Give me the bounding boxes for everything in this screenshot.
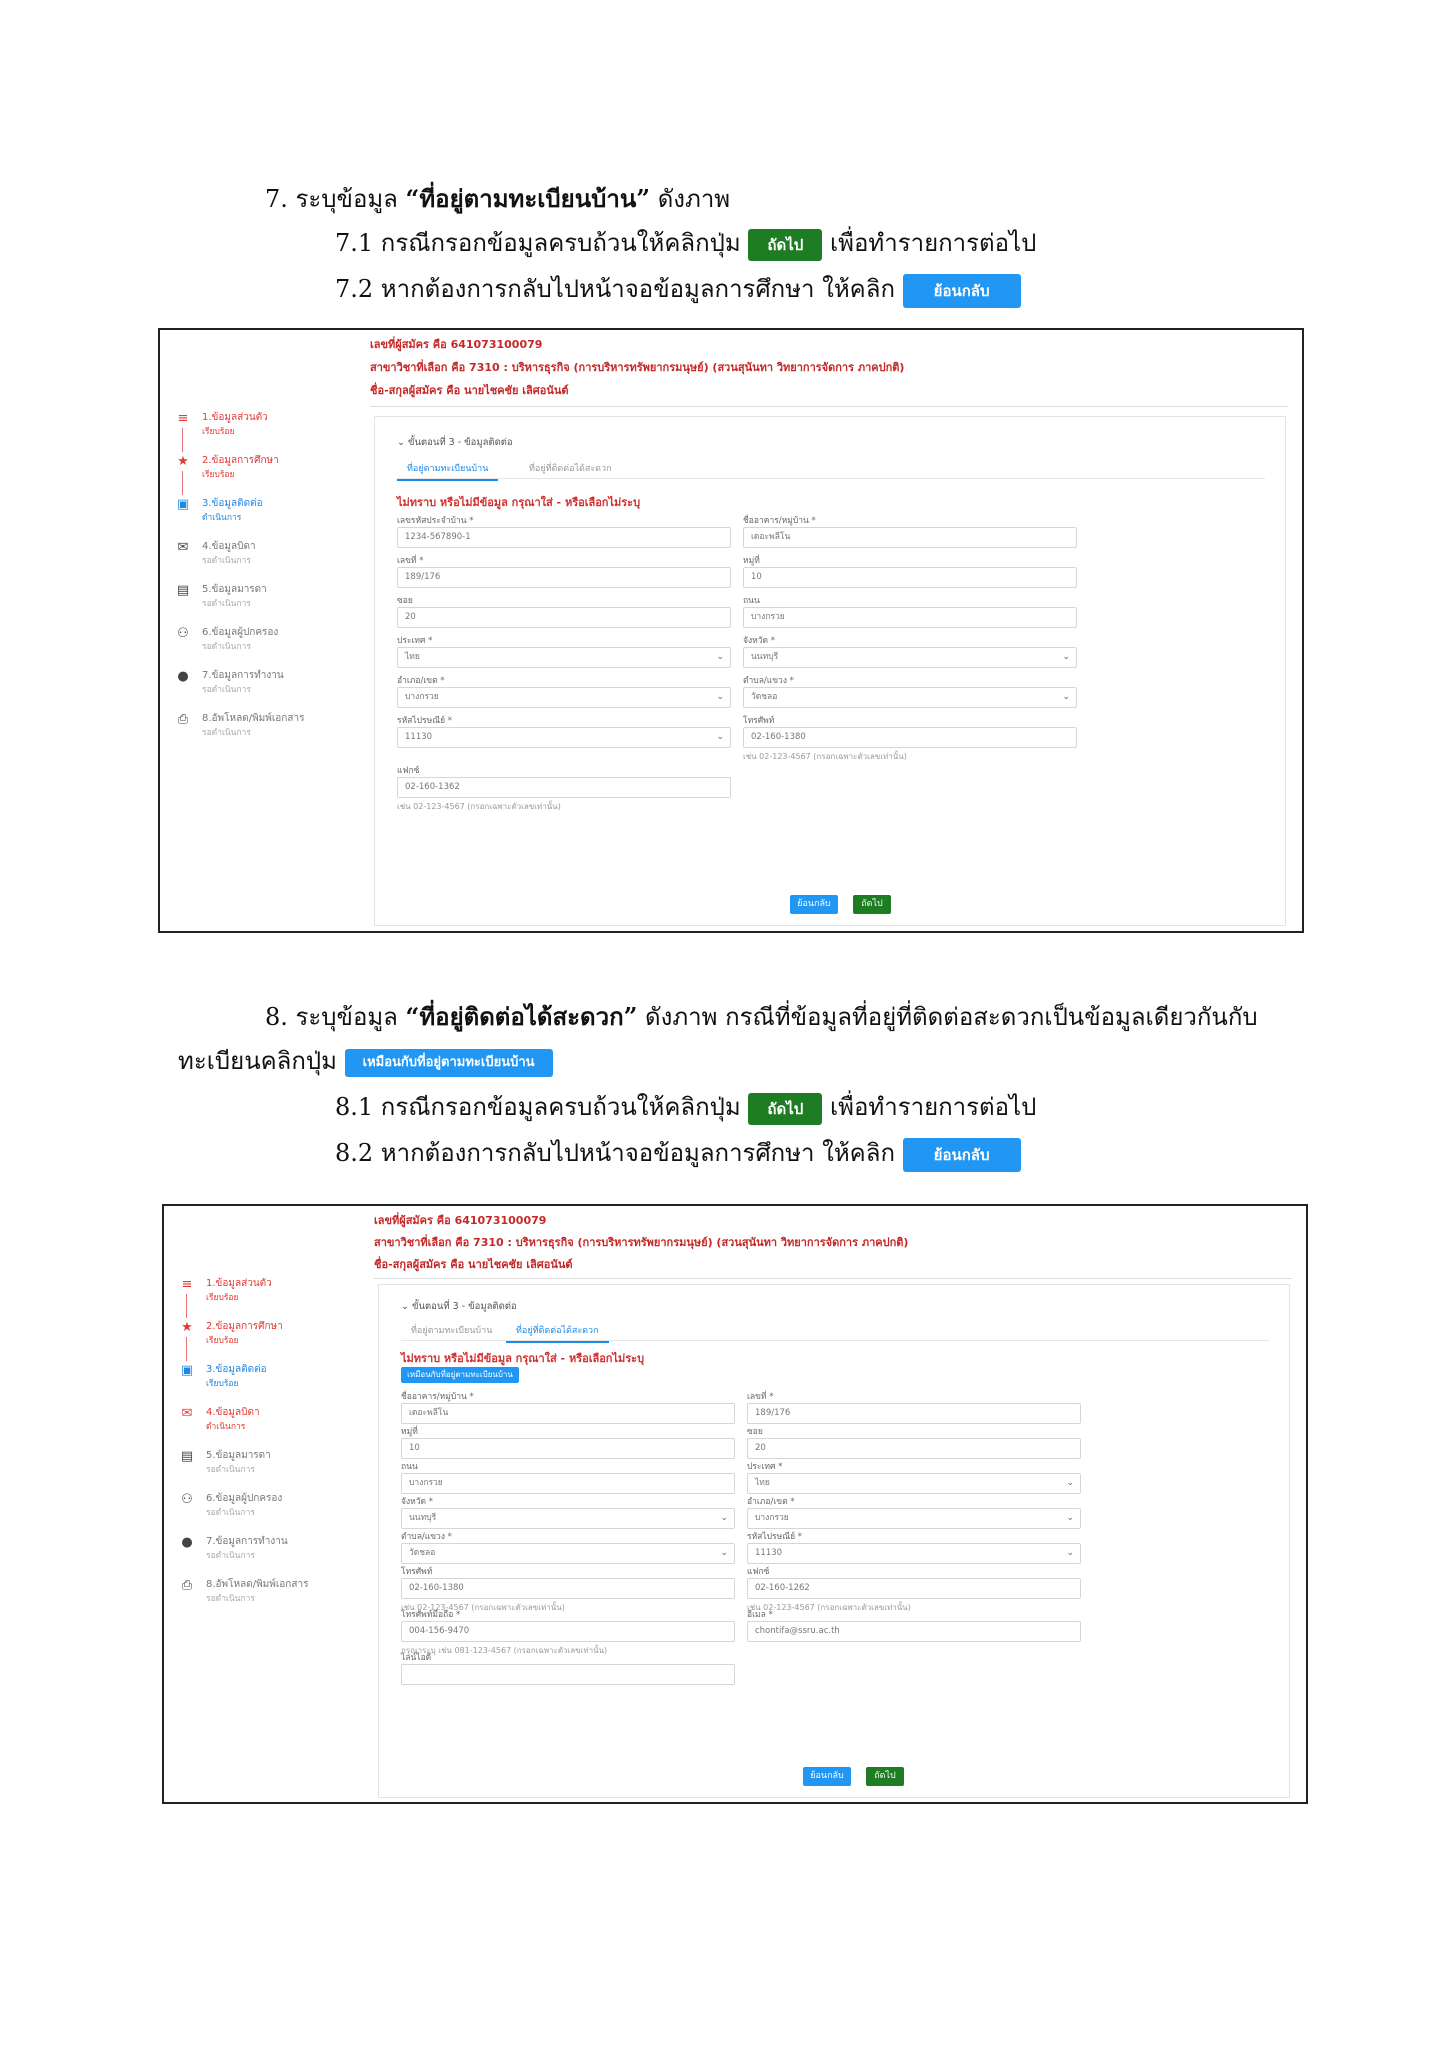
field-label: โทรศัพท์มือถือ * (401, 1610, 461, 1620)
step-title-text: ขั้นตอนที่ 3 - ข้อมูลติดต่อ (407, 437, 513, 448)
field-label: จังหวัด * (401, 1497, 433, 1507)
field-label: โทรศัพท์ (401, 1567, 433, 1577)
step-8-icon: ⎙ (177, 712, 189, 727)
progress-sidebar (176, 410, 376, 754)
chevron-down-icon: ⌄ (1062, 652, 1070, 662)
field-label: อำเภอ/เขต * (397, 676, 445, 686)
field-label: เลขที่ * (747, 1392, 774, 1402)
field-label: ซอย (747, 1427, 763, 1437)
field-hint: เช่น 02-123-4567 (กรอกเฉพาะตัวเลขเท่านั้น) (747, 1603, 911, 1612)
chevron-down-icon: ⌄ (1062, 692, 1070, 702)
sidebar-item-7[interactable] (180, 1534, 380, 1577)
section8-heading (265, 1000, 1258, 1034)
section8-item2-pre: 8.2 หากต้องการกลับไปหน้าจอข้อมูลการศึกษา ให้คลิก (335, 1139, 895, 1167)
section8-item1-post: เพื่อทำรายการต่อไป (829, 1093, 1037, 1121)
field-label: ตำบล/แขวง * (743, 676, 794, 686)
contact-form-panel (378, 1284, 1290, 1798)
field-value: นนทบุรี (409, 1513, 437, 1523)
step-5-icon: ▤ (176, 583, 190, 598)
form-warning: ไม่ทราบ หรือไม่มีข้อมูล กรุณาใส่ - หรือเลือกไม่ระบุ (401, 1352, 645, 1365)
field-value: นนทบุรี (751, 652, 779, 662)
field-label: หมู่ที่ (401, 1427, 418, 1437)
screenshot-contact-address (162, 1204, 1308, 1804)
sidebar-item-label: 3.ข้อมูลติดต่อ (202, 498, 263, 509)
form-field (743, 553, 1077, 588)
step-3-icon: ▣ (176, 497, 190, 512)
step-7-icon: ● (177, 669, 189, 684)
section7-heading-pre: 7. ระบุข้อมูล (265, 185, 406, 213)
field-label: รหัสไปรษณีย์ * (747, 1532, 803, 1542)
applicant-id: เลขที่ผู้สมัคร คือ 641073100079 (370, 338, 543, 351)
form-field (747, 1529, 1081, 1564)
section8-item1 (335, 1090, 1036, 1125)
chevron-down-icon: ⌄ (716, 732, 724, 742)
field-input[interactable] (397, 607, 731, 628)
back-button[interactable]: ย้อนกลับ (803, 1767, 851, 1786)
sidebar-item-label: 3.ข้อมูลติดต่อ (206, 1364, 267, 1375)
field-value: 004-156-9470 (409, 1626, 470, 1636)
field-value: 02-160-1380 (751, 732, 806, 742)
field-label: ชื่ออาคาร/หมู่บ้าน * (743, 516, 816, 526)
header-divider (374, 1278, 1292, 1279)
section8-heading-line2-text: ทะเบียนคลิกปุ่ม (178, 1047, 337, 1075)
form-warning: ไม่ทราบ หรือไม่มีข้อมูล กรุณาใส่ - หรือเลือกไม่ระบุ (397, 496, 641, 509)
sidebar-item-status: ดำเนินการ (206, 1422, 246, 1432)
field-value: chontifa@ssru.ac.th (755, 1626, 840, 1636)
section7-item1 (335, 226, 1036, 261)
field-value: เดอะพลีโน (751, 532, 791, 542)
back-button-illustration-2: ย้อนกลับ (903, 1138, 1021, 1172)
step-2-icon: ★ (177, 454, 189, 469)
section7-heading-bold: “ที่อยู่ตามทะเบียนบ้าน” (405, 184, 651, 213)
field-value: 02-160-1362 (405, 782, 460, 792)
field-select[interactable] (747, 1473, 1081, 1494)
field-label: ถนน (401, 1462, 418, 1472)
field-hint: เช่น 02-123-4567 (กรอกเฉพาะตัวเลขเท่านั้น) (397, 802, 561, 811)
field-input[interactable] (747, 1621, 1081, 1642)
sidebar-item-7[interactable] (176, 668, 376, 711)
sidebar-item-label: 2.ข้อมูลการศึกษา (202, 455, 279, 466)
form-field (397, 713, 731, 748)
sidebar-item-1[interactable] (180, 1276, 380, 1319)
applicant-major: สาขาวิชาที่เลือก คือ 7310 : บริหารธุรกิจ (การบริหารทรัพยากรมนุษย์) (สวนสุนันทา วิทยาการจัดการ ภาคปกติ) (374, 1236, 909, 1249)
field-value: ไทย (405, 652, 420, 662)
same-as-home-address-button[interactable]: เหมือนกับที่อยู่ตามทะเบียนบ้าน (401, 1367, 519, 1383)
field-select[interactable] (747, 1543, 1081, 1564)
sidebar-item-6[interactable] (180, 1491, 380, 1534)
header-divider (370, 406, 1288, 407)
form-field (397, 593, 731, 628)
field-input[interactable] (401, 1403, 735, 1424)
field-hint: เช่น 02-123-4567 (กรอกเฉพาะตัวเลขเท่านั้น) (401, 1603, 565, 1612)
field-select[interactable] (401, 1543, 735, 1564)
chevron-down-icon: ⌄ (720, 1548, 728, 1558)
step-title-text: ขั้นตอนที่ 3 - ข้อมูลติดต่อ (411, 1301, 517, 1312)
sidebar-item-6[interactable] (176, 625, 376, 668)
applicant-major: สาขาวิชาที่เลือก คือ 7310 : บริหารธุรกิจ (การบริหารทรัพยากรมนุษย์) (สวนสุนันทา วิทยาการจัดการ ภาคปกติ) (370, 361, 905, 374)
sidebar-item-label: 5.ข้อมูลมารดา (206, 1450, 271, 1461)
field-input[interactable] (747, 1438, 1081, 1459)
progress-connector (182, 428, 183, 452)
field-input[interactable] (747, 1578, 1081, 1599)
field-value: 11130 (405, 732, 433, 742)
sidebar-item-status: เรียบร้อย (202, 427, 235, 437)
form-field (743, 593, 1077, 628)
sidebar-item-status: เรียบร้อย (206, 1379, 239, 1389)
sidebar-item-label: 7.ข้อมูลการทำงาน (202, 670, 284, 681)
field-value: 02-160-1380 (409, 1583, 464, 1593)
form-field (397, 673, 731, 708)
form-field (397, 553, 731, 588)
field-value: 20 (755, 1443, 766, 1453)
back-button[interactable]: ย้อนกลับ (790, 895, 838, 914)
sidebar-item-label: 8.อัพโหลด/พิมพ์เอกสาร (206, 1579, 309, 1590)
tab-contact-address[interactable]: ที่อยู่ที่ติดต่อได้สะดวก (529, 464, 612, 474)
contact-form-panel (374, 416, 1286, 926)
field-value: วัดชลอ (751, 692, 778, 702)
progress-connector (186, 1337, 187, 1361)
form-field (401, 1424, 735, 1459)
step-4-icon: ✉ (181, 1406, 193, 1421)
form-field (401, 1529, 735, 1564)
sidebar-item-status: รอดำเนินการ (202, 685, 251, 695)
field-input[interactable] (397, 527, 731, 548)
progress-connector (182, 471, 183, 495)
sidebar-item-status: รอดำเนินการ (206, 1465, 255, 1475)
field-input[interactable] (743, 607, 1077, 628)
form-field (747, 1607, 1081, 1642)
sidebar-item-label: 7.ข้อมูลการทำงาน (206, 1536, 288, 1547)
chevron-down-icon: ⌄ (1066, 1513, 1074, 1523)
sidebar-item-4[interactable] (180, 1405, 380, 1448)
field-label: ชื่ออาคาร/หมู่บ้าน * (401, 1392, 474, 1402)
field-select[interactable] (743, 647, 1077, 668)
field-label: อำเภอ/เขต * (747, 1497, 795, 1507)
chevron-down-icon: ⌄ (716, 692, 724, 702)
sidebar-item-4[interactable] (176, 539, 376, 582)
section7-item1-pre: 7.1 กรณีกรอกข้อมูลครบถ้วนให้คลิกปุ่ม (335, 229, 741, 257)
chevron-down-icon: ⌄ (1066, 1478, 1074, 1488)
sidebar-item-status: เรียบร้อย (202, 470, 235, 480)
field-select[interactable] (397, 727, 731, 748)
step-2-icon: ★ (181, 1320, 193, 1335)
field-input[interactable] (743, 527, 1077, 548)
field-label: แฟกซ์ (747, 1567, 770, 1577)
same-address-button-illustration: เหมือนกับที่อยู่ตามทะเบียนบ้าน (345, 1049, 553, 1077)
sidebar-item-status: เรียบร้อย (206, 1336, 239, 1346)
form-field (743, 713, 1077, 763)
field-value: บางกรวย (409, 1478, 443, 1488)
field-label: เลขที่ * (397, 556, 424, 566)
section8-heading-line2 (178, 1044, 553, 1078)
step-6-icon: ⚇ (177, 626, 189, 641)
address-tabs (397, 457, 1265, 479)
section8-heading-pre: 8. ระบุข้อมูล (265, 1003, 406, 1031)
section7-item2-pre: 7.2 หากต้องการกลับไปหน้าจอข้อมูลการศึกษา ให้คลิก (335, 275, 895, 303)
field-value: 02-160-1262 (755, 1583, 810, 1593)
field-input[interactable] (401, 1438, 735, 1459)
sidebar-item-2[interactable] (176, 453, 376, 496)
sidebar-item-label: 6.ข้อมูลผู้ปกครอง (206, 1493, 283, 1504)
field-value: 1234-567890-1 (405, 532, 471, 542)
sidebar-item-status: รอดำเนินการ (202, 556, 251, 566)
step-1-icon: ≡ (181, 1277, 193, 1292)
sidebar-item-label: 1.ข้อมูลส่วนตัว (202, 412, 268, 423)
field-select[interactable] (401, 1508, 735, 1529)
sidebar-item-label: 4.ข้อมูลบิดา (206, 1407, 260, 1418)
sidebar-item-label: 2.ข้อมูลการศึกษา (206, 1321, 283, 1332)
screenshot-home-address (158, 328, 1304, 933)
step-4-icon: ✉ (177, 540, 189, 555)
field-value: บางกรวย (751, 612, 785, 622)
field-value: บางกรวย (405, 692, 439, 702)
field-value: 20 (405, 612, 416, 622)
form-field (743, 513, 1077, 548)
step-title[interactable]: ⌄ ขั้นตอนที่ 3 - ข้อมูลติดต่อ (397, 437, 513, 448)
sidebar-item-3[interactable] (176, 496, 376, 539)
field-hint: เช่น 02-123-4567 (กรอกเฉพาะตัวเลขเท่านั้น) (743, 752, 907, 761)
field-value: เดอะพลีโน (409, 1408, 449, 1418)
step-1-icon: ≡ (177, 411, 189, 426)
field-label: ประเทศ * (747, 1462, 783, 1472)
sidebar-item-status: รอดำเนินการ (206, 1594, 255, 1604)
section8-heading-post: ดังภาพ กรณีที่ข้อมูลที่อยู่ที่ติดต่อสะดวกเป็นข้อมูลเดียวกันกับ (637, 1003, 1258, 1031)
field-select[interactable] (397, 687, 731, 708)
field-input[interactable] (747, 1403, 1081, 1424)
field-label: ถนน (743, 596, 760, 606)
sidebar-item-status: รอดำเนินการ (202, 599, 251, 609)
field-input[interactable] (401, 1578, 735, 1599)
form-field (397, 633, 731, 668)
sidebar-item-status: รอดำเนินการ (202, 642, 251, 652)
tab-home-address[interactable]: ที่อยู่ตามทะเบียนบ้าน (411, 1326, 493, 1336)
next-button-illustration: ถัดไป (748, 229, 822, 261)
field-select[interactable] (397, 647, 731, 668)
chevron-down-icon: ⌄ (1066, 1548, 1074, 1558)
field-label: หมู่ที่ (743, 556, 760, 566)
field-select[interactable] (747, 1508, 1081, 1529)
field-select[interactable] (743, 687, 1077, 708)
applicant-name: ชื่อ-สกุลผู้สมัคร คือ นายไชคชัย เลิศอนันต์ (370, 384, 569, 397)
field-label: แฟกซ์ (397, 766, 420, 776)
applicant-id: เลขที่ผู้สมัคร คือ 641073100079 (374, 1214, 547, 1227)
form-field (743, 673, 1077, 708)
form-field (747, 1389, 1081, 1424)
sidebar-item-label: 8.อัพโหลด/พิมพ์เอกสาร (202, 713, 305, 724)
sidebar-item-label: 1.ข้อมูลส่วนตัว (206, 1278, 272, 1289)
sidebar-item-1[interactable] (176, 410, 376, 453)
applicant-name: ชื่อ-สกุลผู้สมัคร คือ นายไชคชัย เลิศอนันต์ (374, 1258, 573, 1271)
section8-item2 (335, 1136, 1021, 1172)
field-value: 189/176 (405, 572, 441, 582)
field-value: 10 (751, 572, 762, 582)
section8-heading-bold: “ที่อยู่ติดต่อได้สะดวก” (405, 1002, 638, 1031)
section7-heading-post: ดังภาพ (650, 185, 731, 213)
form-field (401, 1650, 735, 1685)
form-field (397, 513, 731, 548)
sidebar-item-8[interactable] (180, 1577, 380, 1620)
section7-item2 (335, 272, 1021, 308)
sidebar-item-label: 6.ข้อมูลผู้ปกครอง (202, 627, 279, 638)
form-field (401, 1494, 735, 1529)
field-input[interactable] (401, 1664, 735, 1685)
sidebar-item-5[interactable] (176, 582, 376, 625)
section8-item1-pre: 8.1 กรณีกรอกข้อมูลครบถ้วนให้คลิกปุ่ม (335, 1093, 741, 1121)
chevron-down-icon: ⌄ (720, 1513, 728, 1523)
sidebar-item-label: 4.ข้อมูลบิดา (202, 541, 256, 552)
sidebar-item-2[interactable] (180, 1319, 380, 1362)
tab-contact-address[interactable]: ที่อยู่ที่ติดต่อได้สะดวก (506, 1319, 609, 1343)
address-tabs (401, 1319, 1269, 1341)
field-label: อีเมล * (747, 1610, 773, 1620)
next-button-illustration-2: ถัดไป (748, 1093, 822, 1125)
sidebar-item-status: ดำเนินการ (202, 513, 242, 523)
form-field (397, 763, 731, 813)
field-value: 11130 (755, 1548, 783, 1558)
field-value: 189/176 (755, 1408, 791, 1418)
field-hint: กรุณาระบุ เช่น 081-123-4567 (กรอกเฉพาะตัวเลขเท่านั้น) (401, 1646, 608, 1655)
field-input[interactable] (397, 567, 731, 588)
field-input[interactable] (401, 1473, 735, 1494)
progress-connector (186, 1294, 187, 1318)
field-value: บางกรวย (755, 1513, 789, 1523)
sidebar-item-3[interactable] (180, 1362, 380, 1405)
field-input[interactable] (743, 567, 1077, 588)
step-5-icon: ▤ (180, 1449, 194, 1464)
progress-sidebar (180, 1276, 380, 1620)
field-label: เลขรหัสประจำบ้าน * (397, 516, 474, 526)
section7-heading (265, 182, 730, 216)
step-title[interactable]: ⌄ ขั้นตอนที่ 3 - ข้อมูลติดต่อ (401, 1301, 517, 1312)
sidebar-item-status: รอดำเนินการ (202, 728, 251, 738)
step-3-icon: ▣ (180, 1363, 194, 1378)
field-label: รหัสไปรษณีย์ * (397, 716, 453, 726)
tab-home-address[interactable]: ที่อยู่ตามทะเบียนบ้าน (397, 457, 498, 481)
field-value: ไทย (755, 1478, 770, 1488)
field-input[interactable] (401, 1621, 735, 1642)
section7-item1-post: เพื่อทำรายการต่อไป (829, 229, 1037, 257)
form-field (747, 1424, 1081, 1459)
form-field (747, 1459, 1081, 1494)
step-8-icon: ⎙ (181, 1578, 193, 1593)
field-label: ตำบล/แขวง * (401, 1532, 452, 1542)
next-button[interactable]: ถัดไป (866, 1767, 904, 1786)
field-label: ไลน์ไอดี (401, 1653, 432, 1663)
sidebar-item-status: รอดำเนินการ (206, 1508, 255, 1518)
back-button-illustration: ย้อนกลับ (903, 274, 1021, 308)
sidebar-item-status: รอดำเนินการ (206, 1551, 255, 1561)
field-input[interactable] (397, 777, 731, 798)
form-field (743, 633, 1077, 668)
sidebar-item-5[interactable] (180, 1448, 380, 1491)
form-field (401, 1389, 735, 1424)
field-value: วัดชลอ (409, 1548, 436, 1558)
sidebar-item-status: เรียบร้อย (206, 1293, 239, 1303)
field-label: ซอย (397, 596, 413, 606)
field-label: ประเทศ * (397, 636, 433, 646)
form-field (401, 1459, 735, 1494)
step-6-icon: ⚇ (181, 1492, 193, 1507)
field-input[interactable] (743, 727, 1077, 748)
step-7-icon: ● (181, 1535, 193, 1550)
field-value: 10 (409, 1443, 420, 1453)
field-label: โทรศัพท์ (743, 716, 775, 726)
form-field (747, 1494, 1081, 1529)
next-button[interactable]: ถัดไป (853, 895, 891, 914)
sidebar-item-label: 5.ข้อมูลมารดา (202, 584, 267, 595)
chevron-down-icon: ⌄ (716, 652, 724, 662)
sidebar-item-8[interactable] (176, 711, 376, 754)
field-label: จังหวัด * (743, 636, 775, 646)
